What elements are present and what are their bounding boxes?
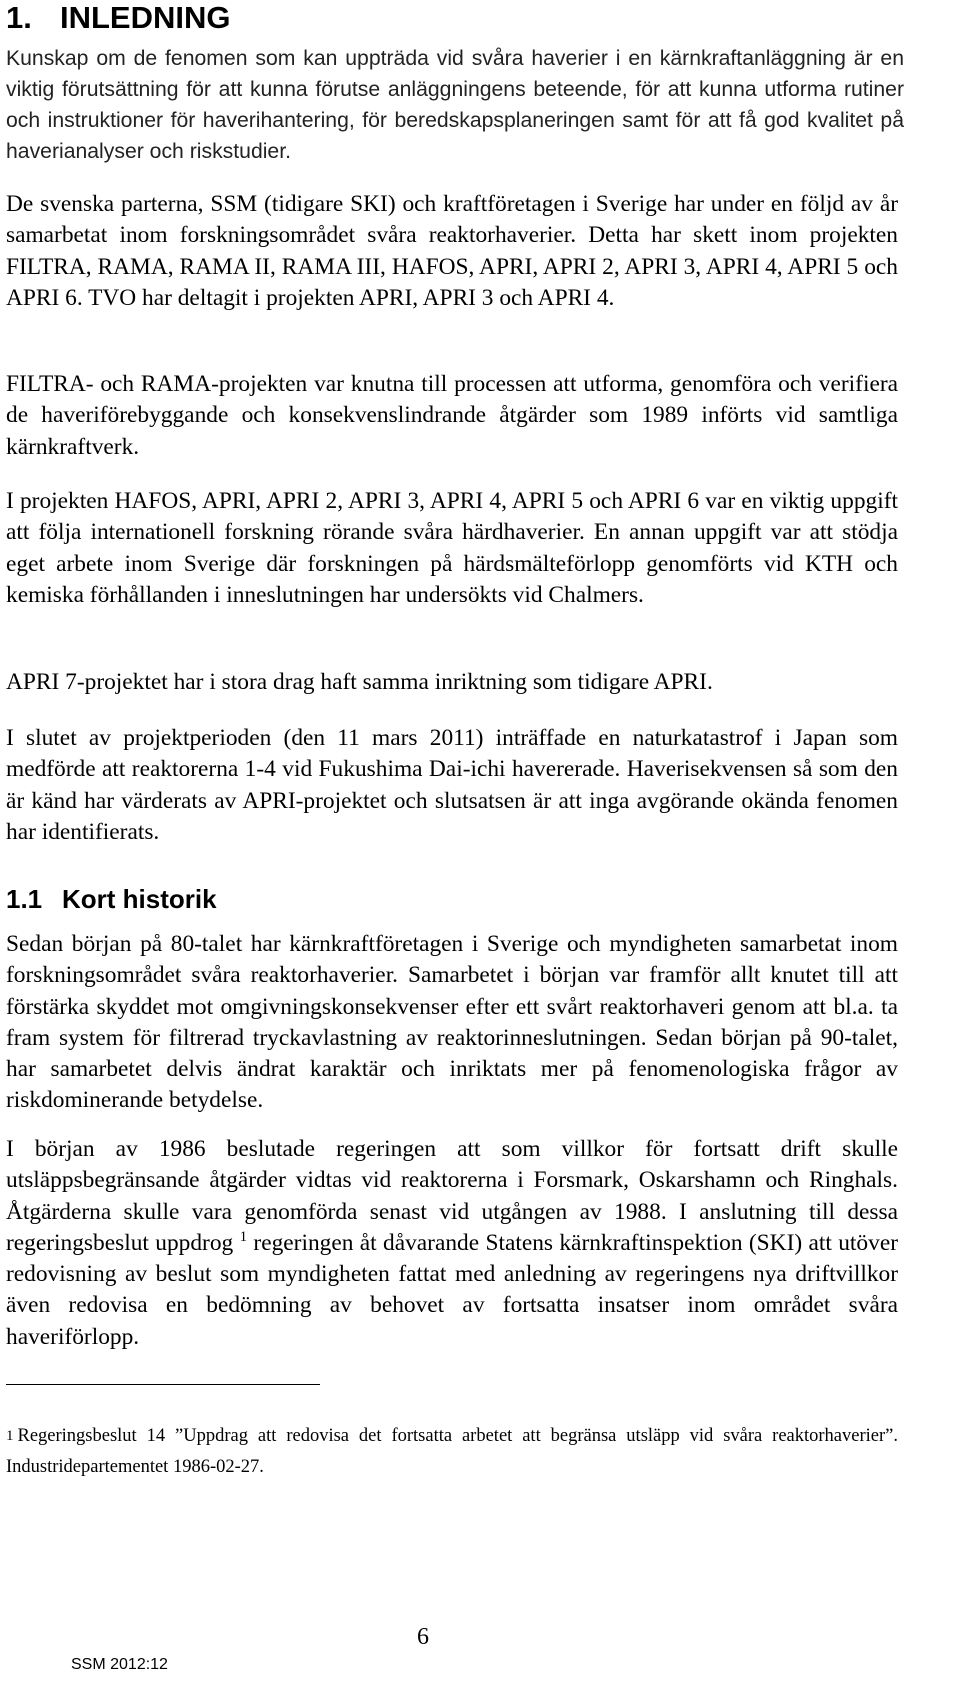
body-paragraph: I slutet av projektperioden (den 11 mars 2011) inträffade en naturkatastrof i Japan som medförde att reaktorerna 1-4 vid Fukushima Dai-ichi havererade. Haverisekvensen så som den är känd har värderats av APRI-projektet och slutsatsen är att inga avgörande okända fenomen har identifierats. <box>6 725 898 845</box>
intro-paragraph: Kunskap om de fenomen som kan uppträda vid svåra haverier i en kärnkraftanläggning är en viktig förutsättning för att kunna förutse anläggningens beteende, för att kunna utforma rutiner och instruktioner för haverihantering, för beredskapsplaneringen samt för att få god kvalitet på haverianalyser och riskstudier. <box>6 47 904 163</box>
page-number: 6 <box>417 1624 429 1650</box>
body-paragraph: Sedan början på 80-talet har kärnkraftföretagen i Sverige och myndigheten samarbetat inom forskningsområdet svåra reaktorhaverier. Samarbetet i början var framför allt knutet till att förstärka skyddet mot omgivningskonsekvenser efter ett svårt reaktorhaveri genom att bl.a. ta fram system för filtrerad tryckavlastning av reaktorinneslutningen. Sedan början på 90-talet, har samarbetet delvis ändrat karaktär och inriktats mer på fenomenologiska frågor av riskdominerande betydelse. <box>6 931 898 1114</box>
body-paragraph-with-footnote-ref <box>6 1134 898 1353</box>
footnote-text: Regeringsbeslut 14 ”Uppdrag att redovisa det fortsatta arbetet att begränsa utsläpp vid svåra reaktorhaverier”. Industridepartementet 1986-02-27. <box>6 1426 898 1477</box>
footnote-separator <box>6 1384 320 1385</box>
footnote-mark: 1 <box>6 1428 14 1444</box>
section-number: 1. <box>6 0 32 35</box>
footnote-reference[interactable]: 1 <box>239 1229 248 1246</box>
body-paragraph: APRI 7-projektet har i stora drag haft samma inriktning som tidigare APRI. <box>6 669 713 695</box>
body-paragraph: I projekten HAFOS, APRI, APRI 2, APRI 3, APRI 4, APRI 5 och APRI 6 var en viktig uppgift att följa internationell forskning rörande svåra härdhaverier. En annan uppgift var att stödja eget arbete inom Sverige där forskningen på härdsmälteförlopp genomförts vid KTH och kemiska förhållanden i inneslutningen har undersökts vid Chalmers. <box>6 488 898 608</box>
subsection-number: 1.1 <box>6 884 43 914</box>
section-heading <box>6 0 231 36</box>
body-paragraph: De svenska parterna, SSM (tidigare SKI) och kraftföretagen i Sverige har under en följd av år samarbetat inom forskningsområdet svåra reaktorhaverier. Detta har skett inom projekten FILTRA, RAMA, RAMA II, RAMA III, HAFOS, APRI, APRI 2, APRI 3, APRI 4, APRI 5 och APRI 6. TVO har deltagit i projekten APRI, APRI 3 och APRI 4. <box>6 191 898 311</box>
section-title: INLEDNING <box>60 0 231 35</box>
subsection-heading <box>6 883 217 915</box>
paragraph-text-after: regeringen åt dåvarande Statens kärnkraftinspektion (SKI) att utöver redovisning av beslut som myndigheten fattat med anledning av regeringens nya driftvillkor även redovisa en bedömning av behovet av fortsatta insatser inom området svåra haveriförlopp. <box>6 1229 898 1350</box>
subsection-title: Kort historik <box>62 884 217 914</box>
paragraph-text-before: I början av 1986 beslutade regeringen att som villkor för fortsatt drift skulle utsläppsbegränsande åtgärder vidtas vid reaktorerna i Forsmark, Oskarshamn och Ringhals. Åtgärderna skulle vara genomförda senast vid utgången av 1988. I anslutning till dessa regeringsbeslut uppdrog <box>6 1136 898 1256</box>
footnote <box>6 1421 898 1483</box>
footer-label: SSM 2012:12 <box>71 1656 168 1673</box>
body-paragraph: FILTRA- och RAMA-projekten var knutna till processen att utforma, genomföra och verifiera de haveriförebyggande och konsekvenslindrande åtgärder som 1989 införts vid samtliga kärnkraftverk. <box>6 371 898 460</box>
